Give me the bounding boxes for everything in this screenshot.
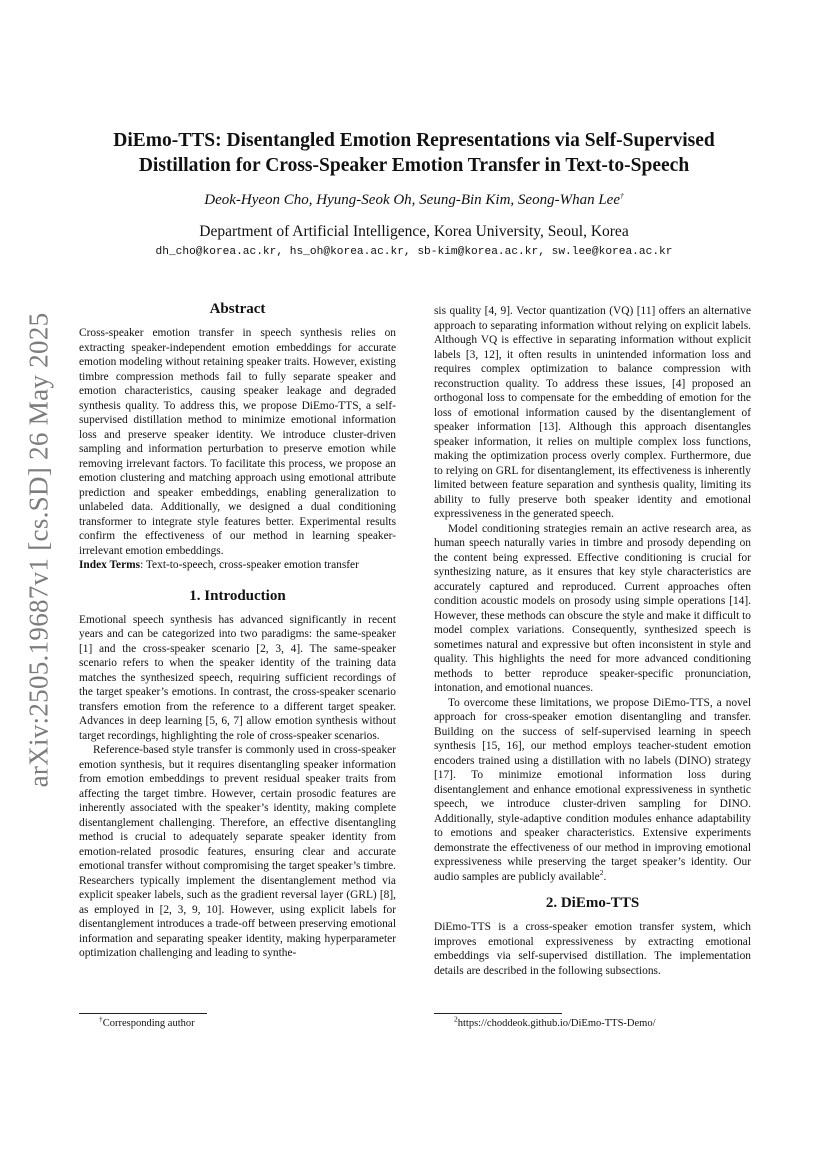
intro-paragraph-5-end: . xyxy=(603,870,607,883)
right-column xyxy=(434,304,751,978)
author-names: Deok-Hyeon Cho, Hyung-Seok Oh, Seung-Bin Kim, Seong-Whan Lee xyxy=(204,192,620,208)
demo-url-link[interactable]: https://choddeok.github.io/DiEmo-TTS-Demo/ xyxy=(457,1018,656,1029)
intro-paragraph-5-text: To overcome these limitations, we propose DiEmo-TTS, a novel approach for cross-speaker emotion disentangling and transfer. Building on the success of self-supervised learning in speech synthesis [15, 16], our method employs teacher-student emotion encoders trained using a distillation with no labels (DINO) strategy [17]. To minimize emotional information loss during disentanglement and enhance emotional expressiveness in synthetic speech, we introduce cluster-driven sampling for DINO. Additionally, style-adaptive condition modules enhance adaptability to emotions and speaker characteristics. Extensive experiments demonstrate the effectiveness of our method in improving emotional expressiveness while preserving the target speaker’s identity. Our audio samples are publicly available xyxy=(434,696,751,883)
intro-paragraph-3: sis quality [4, 9]. Vector quantization (VQ) [11] offers an alternative approach to separating information without relying on explicit labels. Although VQ is effective in separating information without explicit labels [3, 12], it often results in unintended information loss and requires complex optimization to balance compression with reconstruction quality. To address these issues, [4] proposed an orthogonal loss to compensate for the embedding of emotion for the loss of emotional information caused by the disentanglement of speaker information [13]. Although this approach disentangles speaker information, it relies on multiple complex loss functions, making the optimization process overly complex. Furthermore, due to relying on GRL for disentanglement, its effectiveness is inherently limited between feature separation and synthesis quality, limiting its ability to fully preserve both speaker identity and emotional expressiveness in the generated speech. xyxy=(434,305,751,520)
footnote-left-text: Corresponding author xyxy=(102,1018,195,1029)
intro-paragraph-5 xyxy=(434,696,751,885)
footnote-corresponding-author xyxy=(79,1013,396,1029)
corresponding-author-mark: † xyxy=(619,191,624,200)
intro-paragraph-4: Model conditioning strategies remain an active research area, as human speech naturally varies in timbre and prosody depending on the content being expressed. Effective conditioning is crucial for synthesizing nature, as it ensures that key style characteristics are accurately captured and reproduced. Current approaches often condition acoustic models on prosody using simple operations [14]. However, these methods can obscure the style and make it difficult to model complex variations. Consequently, synthesized speech is sometimes natural and expressive but often inconsistent in style and quality. This highlights the need for more advanced conditioning methods to better reproduce speaker-specific pronunciation, intonation, and emotional nuances. xyxy=(434,522,751,694)
footnote-ref-2[interactable]: 2 xyxy=(599,867,604,877)
abstract-text: Cross-speaker emotion transfer in speech synthesis relies on extracting speaker-independent emotion embeddings for accurate emotion modeling without retaining speaker traits. However, existing timbre compression methods fail to fully separate speaker and emotion characteristics, causing speaker leakage and degraded synthesis quality. To address this, we propose DiEmo-TTS, a self-supervised distillation method to minimize emotional information loss and preserve speaker identity. We introduce cluster-driven sampling and information perturbation to preserve emotion while removing irrelevant factors. To facilitate this process, we propose an emotion clustering and matching approach using emotional attribute prediction and speaker embeddings, enabling generalization to unlabeled data. Additionally, we designed a dual conditioning transformer to integrate style features better. Experimental results confirm the effectiveness of our method in learning speaker-irrelevant emotion embeddings. xyxy=(79,327,396,557)
section2-paragraph: DiEmo-TTS is a cross-speaker emotion transfer system, which improves emotional expressiveness by extracting emotional embeddings via self-supervised distillation. The implementation details are described in the following subsections. xyxy=(434,921,751,977)
footnote-demo-url xyxy=(434,1013,751,1029)
abstract-heading: Abstract xyxy=(209,301,266,317)
author-emails[interactable]: dh_cho@korea.ac.kr, hs_oh@korea.ac.kr, sb-kim@korea.ac.kr, sw.lee@korea.ac.kr xyxy=(155,246,673,258)
paper-title: DiEmo-TTS: Disentangled Emotion Representations via Self-Supervised Distillation for Cross-Speaker Emotion Transfer in Text-to-Speech xyxy=(113,130,715,176)
section-heading-diemo-tts: 2. DiEmo-TTS xyxy=(545,895,640,911)
footnote-dagger-mark: † xyxy=(99,1014,103,1024)
left-column xyxy=(79,300,396,961)
arxiv-identifier-text: arXiv:2505.19687v1 [cs.SD] 26 May 2025 xyxy=(23,312,54,788)
arxiv-identifier xyxy=(18,312,60,788)
index-terms xyxy=(79,558,396,573)
affiliation: Department of Artificial Intelligence, Korea University, Seoul, Korea xyxy=(199,223,629,240)
index-terms-label: Index Terms xyxy=(79,559,141,571)
index-terms-text: : Text-to-speech, cross-speaker emotion transfer xyxy=(140,559,359,571)
footnote-number-mark: 2 xyxy=(454,1014,458,1024)
section-heading-introduction: 1. Introduction xyxy=(189,587,286,604)
author-list xyxy=(80,192,748,209)
intro-paragraph-2: Reference-based style transfer is commonly used in cross-speaker emotion synthesis, but it requires disentangling speaker information from emotion embeddings to prevent residual speaker traits from affecting the target timbre. However, certain prosodic features are inherently associated with the speaker’s identity, making complete disentanglement challenging. Therefore, an effective disentangling method is crucial to adequately separate speaker identity from emotion-related prosodic features, ensuring clear and accurate emotional transfer without compromising the target speaker’s timbre. Researchers typically implement the disentanglement method via explicit speaker labels, such as the gradient reversal layer (GRL) [8], as employed in [2, 3, 9, 10]. However, using explicit labels for disentanglement introduces a trade-off between preserving emotional information and separating speaker identity, making hyperparameter optimization challenging and leading to synthe- xyxy=(79,744,396,959)
intro-paragraph-1: Emotional speech synthesis has advanced significantly in recent years and can be categorized into two paradigms: the same-speaker [1] and the cross-speaker scenario [2, 3, 4]. The same-speaker scenario refers to when the speaker identity of the training data matches the synthesized speech, requiring sufficient recordings of the target speaker’s emotions. In contrast, the cross-speaker scenario transfers emotion from the reference to a different target speaker. Advances in deep learning [5, 6, 7] allow emotion synthesis without target recordings, highlighting the role of cross-speaker scenarios. xyxy=(79,613,396,742)
